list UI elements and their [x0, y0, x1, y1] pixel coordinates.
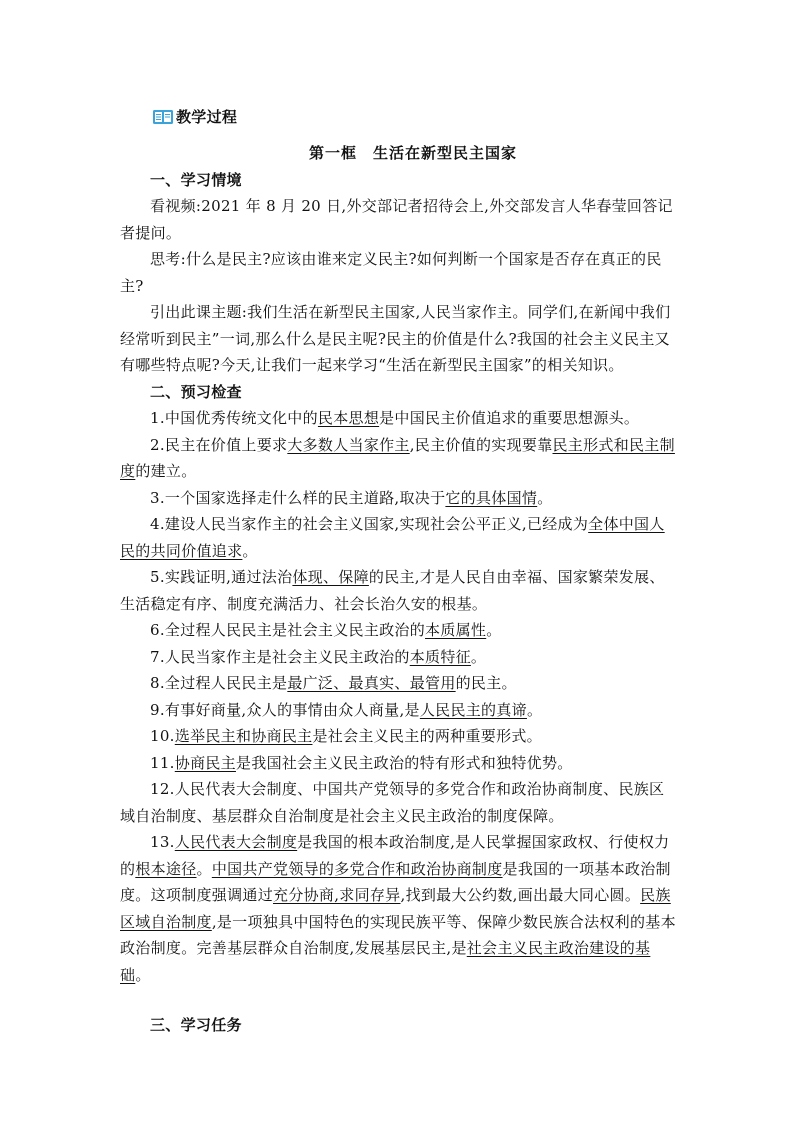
answer-underline: 人民代表大会制度 [174, 833, 298, 851]
lesson-title: 第一框 生活在新型民主国家 [308, 144, 517, 162]
review-item-6: 6.全过程人民民主是社会主义民主政治的本质属性。 [150, 621, 502, 639]
section-heading-3: 三、学习任务 [150, 1016, 242, 1034]
review-item-5: 5.实践证明,通过法治体现、保障的民主,才是人民自由幸福、国家繁荣发展、生活稳定有序、制度充满活力、社会长治久安的根基。 [120, 568, 665, 613]
review-item-3: 3.一个国家选择走什么样的民主道路,取决于它的具体国情。 [150, 488, 553, 507]
answer-underline: 中国共产党领导的多党合作和政治协商制度 [211, 859, 503, 878]
review-item-9: 9.有事好商量,众人的事情由众人商量,是人民民主的真谛。 [150, 700, 543, 719]
review-item-12: 12.人民代表大会制度、中国共产党领导的多党合作和政治协商制度、民族区域自治制度、基层群众自治制度是社会主义民主政治的制度保障。 [120, 780, 665, 825]
review-item-13: 13.人民代表大会制度是我国的根本政治制度,是人民掌握国家政权、行使权力的根本途径。中国共产党领导的多党合作和政治协商制度是我国的一项基本政治制度。这项制度强调通过充分协商,求同存异,找到最大公约数,画出最大同心圆。民族区域自治制度,是一项独具中国特色的实现民族平等、保障少数民族合法权利的基本政治制度。完善基层群众自治制度,发展基层民主,是社会主义民主政治建设的基础。 [120, 833, 676, 984]
answer-underline: 社会主义民主政治建设的基础 [120, 939, 651, 984]
answer-underline: 最广泛、最真实、最管用 [287, 674, 456, 692]
intro-paragraph-1: 看视频:2021 年 8 月 20 日,外交部记者招待会上,外交部发言人华春莹回答记者提问。 [120, 197, 673, 242]
review-item-7: 7.人民当家作主是社会主义民主政治的本质特征。 [150, 647, 487, 666]
review-item-11: 11.协商民主是我国社会主义民主政治的特有形式和独特优势。 [150, 753, 573, 772]
answer-underline: 体现、保障 [292, 568, 369, 586]
section-header [152, 104, 676, 130]
answer-underline: 选举民主和协商民主 [174, 727, 313, 745]
answer-underline: 民主形式和民主制度 [120, 435, 675, 480]
answer-underline: 本质特征 [409, 647, 471, 666]
section-heading-1: 一、学习情境 [150, 170, 242, 189]
answer-underline: 协商民主 [174, 753, 236, 772]
review-item-4: 4.建设人民当家作主的社会主义国家,实现社会公平正义,已经成为全体中国人民的共同价值追求。 [120, 515, 665, 560]
answer-underline: 充分协商,求同存异 [273, 886, 401, 904]
answer-underline: 大多数人当家作主 [287, 435, 410, 454]
review-item-1: 1.中国优秀传统文化中的民本思想是中国民主价值追求的重要思想源头。 [150, 409, 640, 427]
answer-underline: 它的具体国情 [445, 488, 538, 507]
intro-paragraph-2: 思考:什么是民主?应该由谁来定义民主?如何判断一个国家是否存在真正的民主? [120, 250, 662, 295]
answer-underline: 民族区域自治制度 [120, 886, 671, 931]
header-text: 教学过程 [176, 107, 238, 126]
answer-underline: 全体中国人民的共同价值追求 [120, 515, 665, 560]
answer-underline: 人民民主的真谛 [419, 700, 527, 719]
intro-paragraph-3: 引出此课主题:我们生活在新型民主国家,人民当家作主。同学们,在新闻中我们经常听到民主”一词,那么什么是民主呢?民主的价值是什么?我国的社会主义民主又有哪些特点呢?今天,让我们一起来学习“生活在新型民主国家”的相关知识。 [120, 303, 671, 374]
answer-underline: 民本思想 [317, 409, 380, 427]
book-icon [152, 108, 174, 126]
answer-underline: 本质属性 [425, 621, 487, 639]
section-heading-2: 二、预习检查 [150, 382, 242, 401]
answer-underline: 根本途径 [135, 859, 197, 878]
review-item-10: 10.选举民主和协商民主是社会主义民主的两种重要形式。 [150, 727, 542, 745]
document-content [120, 104, 676, 1039]
review-item-2: 2.民主在价值上要求大多数人当家作主,民主价值的实现要靠民主形式和民主制度的建立。 [120, 435, 675, 480]
review-item-8: 8.全过程人民民主是最广泛、最真实、最管用的民主。 [150, 674, 517, 692]
